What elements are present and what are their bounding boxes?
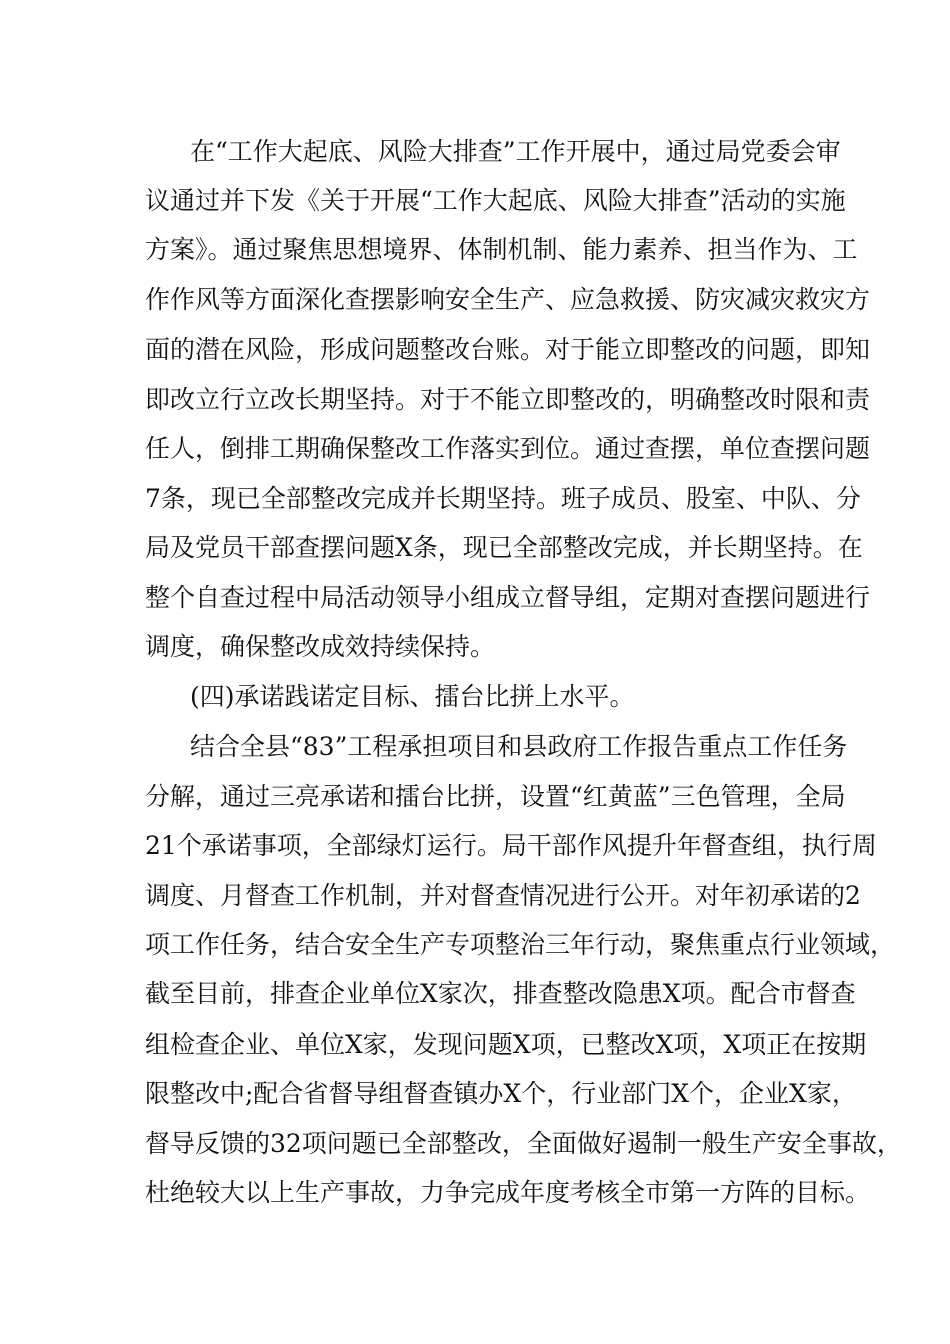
paragraph-2-line-4: 调度、月督查工作机制，并对督查情况进行公开。对年初承诺的2: [145, 881, 861, 910]
paragraph-1-line-4: 作作风等方面深化查摆影响安全生产、应急救援、防灾减灾救灾方: [145, 285, 871, 314]
paragraph-1-line-2: 议通过并下发《关于开展“工作大起底、风险大排查”活动的实施: [145, 186, 846, 215]
paragraph-2-line-8: 限整改中;配合省督导组督查镇办X个，行业部门X个，企业X家，: [145, 1079, 857, 1108]
paragraph-2-line-9: 督导反馈的32项问题已全部整改，全面做好遏制一般生产安全事故，: [145, 1129, 902, 1158]
paragraph-1-line-5: 面的潜在风险，形成问题整改台账。对于能立即整改的问题，即知: [145, 335, 871, 364]
paragraph-2-line-3: 21个承诺事项，全部绿灯运行。局干部作风提升年督查组，执行周: [145, 831, 877, 860]
paragraph-1-line-10: 整个自查过程中局活动领导小组成立督导组，定期对查摆问题进行: [145, 583, 871, 612]
paragraph-2-line-1: 结合全县“83”工程承担项目和县政府工作报告重点工作任务: [190, 732, 848, 761]
paragraph-2-line-6: 截至目前，排查企业单位X家次，排查整改隐患X项。配合市督查: [145, 979, 856, 1008]
paragraph-1-line-9: 局及党员干部查摆问题X条，现已全部整改完成，并长期坚持。在: [145, 533, 863, 562]
paragraph-1-line-1: 在“工作大起底、风险大排查”工作开展中，通过局党委会审: [190, 137, 841, 166]
paragraph-2-line-7: 组检查企业、单位X家，发现问题X项，已整改X项，X项正在按期: [145, 1030, 867, 1059]
paragraph-1-line-6: 即改立行立改长期坚持。对于不能立即整改的，明确整改时限和责: [145, 385, 871, 414]
paragraph-1-line-11: 调度，确保整改成效持续保持。: [145, 632, 496, 661]
paragraph-2-line-5: 项工作任务，结合安全生产专项整治三年行动，聚焦重点行业领域，: [145, 930, 896, 959]
paragraph-2-line-10: 杜绝较大以上生产事故，力争完成年度考核全市第一方阵的目标。: [145, 1178, 871, 1207]
section-heading-4: (四)承诺践诺定目标、擂台比拼上水平。: [190, 682, 635, 711]
paragraph-1-line-8: 7条，现已全部整改完成并长期坚持。班子成员、股室、中队、分: [145, 484, 861, 513]
paragraph-2-line-2: 分解，通过三亮承诺和擂台比拼，设置“红黄蓝”三色管理，全局: [145, 782, 846, 811]
paragraph-1-line-3: 方案》。通过聚焦思想境界、体制机制、能力素养、担当作为、工: [145, 235, 858, 264]
paragraph-1-line-7: 任人，倒排工期确保整改工作落实到位。通过查摆，单位查摆问题: [145, 434, 871, 463]
